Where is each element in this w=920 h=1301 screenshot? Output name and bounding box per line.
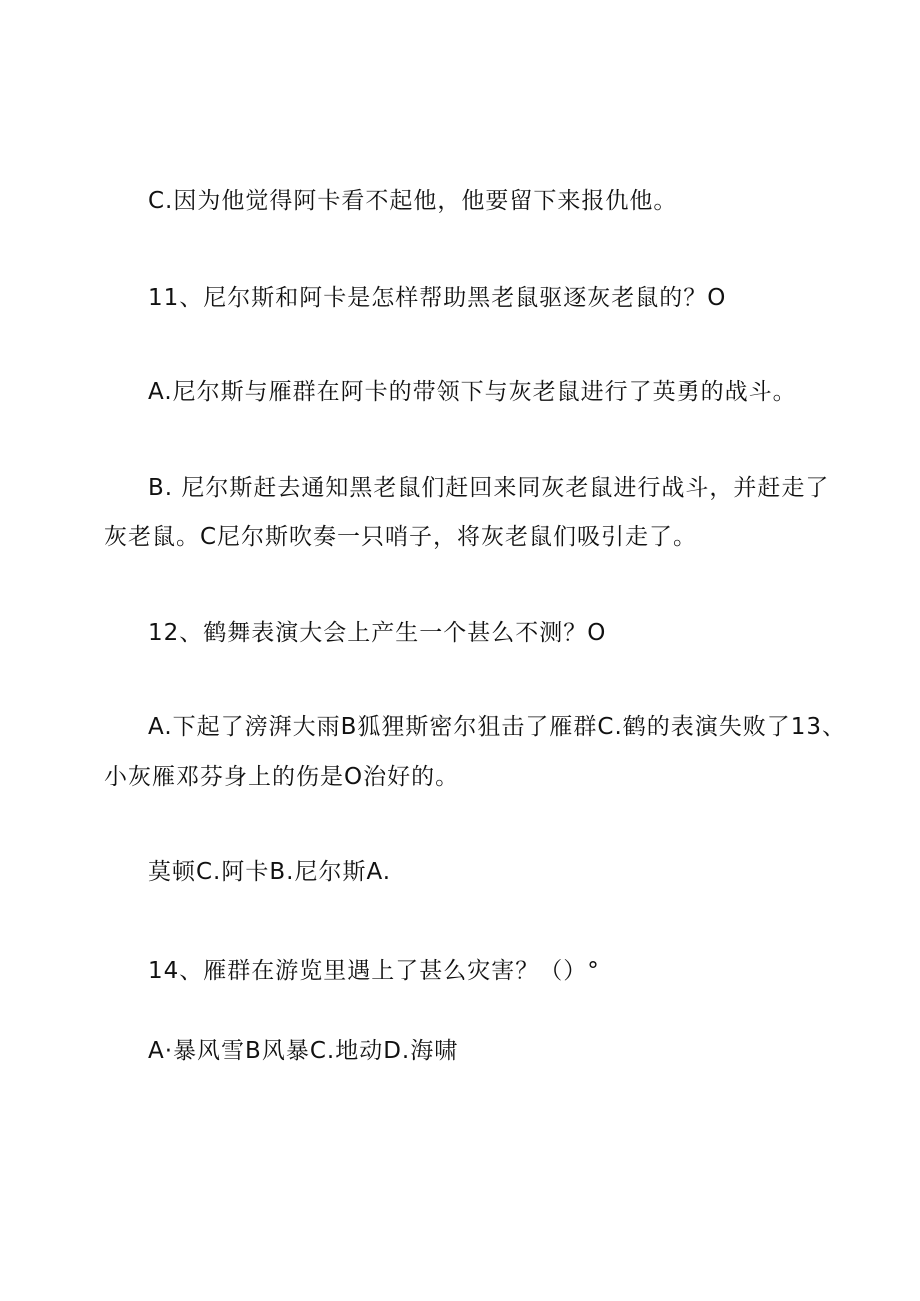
options-q14: A·暴风雪B风暴C.地动D.海啸 (148, 1038, 459, 1064)
options-q12: A.下起了滂湃大雨B狐狸斯密尔狙击了雁群C.鹤的表演失败了13、 (148, 714, 847, 740)
question-11: 11、尼尔斯和阿卡是怎样帮助黑老鼠驱逐灰老鼠的？O (148, 285, 727, 311)
question-13: 小灰雁邓芬身上的伤是O治好的。 (104, 764, 460, 790)
option-a-q11: A.尼尔斯与雁群在阿卡的带领下与灰老鼠进行了英勇的战斗。 (148, 379, 797, 405)
option-c-q10: C.因为他觉得阿卡看不起他，他要留下来报仇他。 (148, 188, 678, 214)
option-b-c-q11-cont: 灰老鼠。C尼尔斯吹奏一只哨子，将灰老鼠们吸引走了。 (104, 524, 698, 550)
question-12: 12、鹤舞表演大会上产生一个甚么不测？O (148, 620, 607, 646)
options-q13: 莫顿C.阿卡B.尼尔斯A. (148, 859, 392, 885)
question-14: 14、雁群在游览里遇上了甚么灾害？（）° (148, 958, 600, 984)
option-b-q11: B. 尼尔斯赶去通知黑老鼠们赶回来同灰老鼠进行战斗，并赶走了 (148, 475, 830, 501)
